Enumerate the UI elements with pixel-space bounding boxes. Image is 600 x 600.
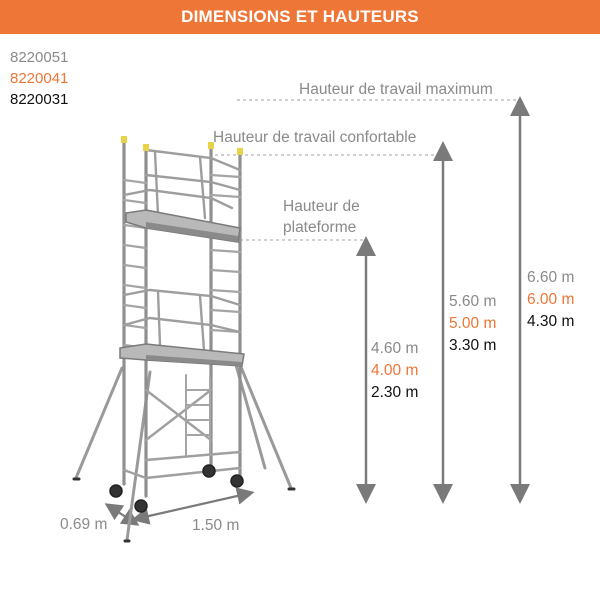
platform-height-label-line1: Hauteur de [283, 198, 360, 215]
platform-height-value-8220051: 4.60 m [371, 340, 419, 357]
base-depth-label: 0.69 m [60, 516, 108, 533]
platform-height-value-8220041: 4.00 m [371, 362, 419, 379]
comfort-height-value-8220051: 5.60 m [449, 293, 497, 310]
comfort-height-value-8220041: 5.00 m [449, 315, 497, 332]
max-height-label: Hauteur de travail maximum [299, 81, 493, 98]
page-title: DIMENSIONS ET HAUTEURS [181, 7, 419, 26]
reference-8220041: 8220041 [10, 70, 69, 87]
max-height-value-8220031: 4.30 m [527, 313, 575, 330]
base-length-label: 1.50 m [192, 517, 240, 534]
length-arrow-icon [140, 494, 246, 518]
platform-height-value-8220031: 2.30 m [371, 384, 419, 401]
platform-height-label-line2: plateforme [283, 219, 357, 236]
reference-8220031: 8220031 [10, 91, 69, 108]
comfort-height-label: Hauteur de travail confortable [213, 129, 417, 146]
reference-8220051: 8220051 [10, 49, 69, 66]
max-height-value-8220051: 6.60 m [527, 269, 575, 286]
max-height-value-8220041: 6.00 m [527, 291, 575, 308]
comfort-height-value-8220031: 3.30 m [449, 337, 497, 354]
scaffold-illustration [74, 136, 294, 541]
